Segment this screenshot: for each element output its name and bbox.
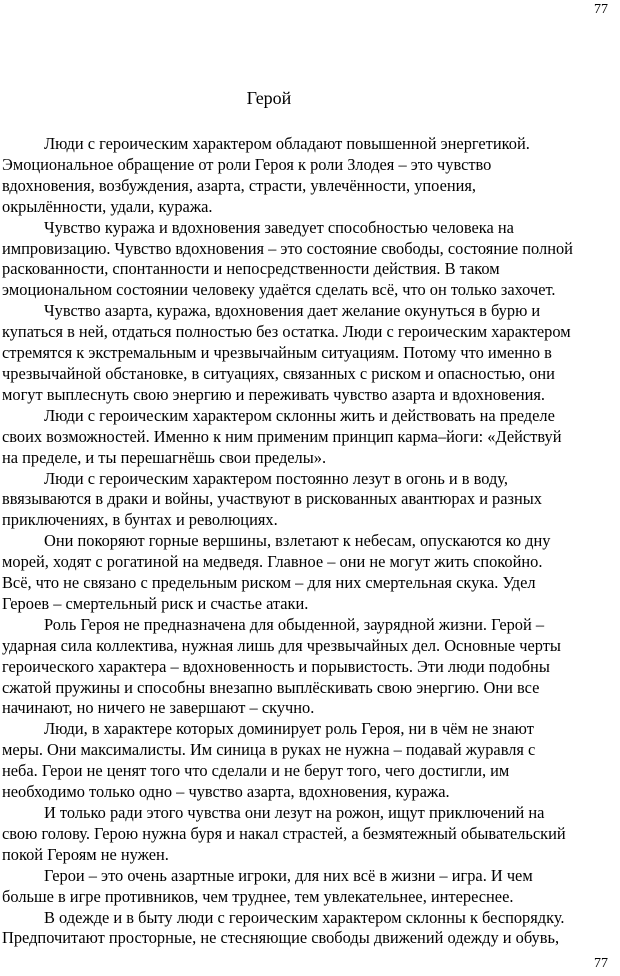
page-number-top: 77: [594, 2, 608, 17]
text-line: могут выплеснуть свою энергию и переживать чувство азарта и вдохновения.: [2, 384, 546, 404]
page-number-bottom: 77: [594, 956, 608, 971]
text-line: морей, ходят с рогатиной на медведя. Главное – они не могут жить спокойно.: [2, 552, 543, 572]
text-line: вдохновения, возбуждения, азарта, страсти, увлечённости, упоения,: [2, 175, 477, 195]
text-line: купаться в ней, отдаться полностью без остатка. Люди с героическим характером: [2, 322, 571, 342]
text-line: раскованности, спонтанности и непосредственности действия. В таком: [2, 259, 500, 279]
text-line: больше в игре противников, чем труднее, тем увлекательнее, интереснее.: [2, 886, 514, 906]
text-line: Эмоциональное обращение от роли Героя к роли Злодея – это чувство: [2, 154, 492, 174]
text-line: чрезвычайной обстановке, в ситуациях, связанных с риском и опасностью, они: [2, 363, 555, 383]
paragraph: [2, 218, 618, 302]
text-line: В одежде и в быту люди с героическим характером склонны к беспорядку.: [44, 907, 565, 927]
text-line: Люди с героическим характером постоянно лезут в огонь и в воду,: [44, 468, 508, 488]
paragraph: [2, 531, 618, 615]
text-line: стремятся к экстремальным и чрезвычайным ситуациям. Потому что именно в: [2, 343, 552, 363]
text-line: Они покоряют горные вершины, взлетают к небесам, опускаются ко дну: [44, 531, 551, 551]
text-line: на пределе, и ты перешагнёшь свои пределы».: [2, 447, 327, 467]
text-line: Люди с героическим характером обладают повышенной энергетикой.: [44, 134, 530, 153]
document-body: [2, 134, 618, 949]
text-line: покой Героям не нужен.: [2, 844, 169, 864]
text-line: Чувство азарта, куража, вдохновения дает желание окунуться в бурю и: [44, 301, 541, 321]
text-line: ударная сила коллектива, нужная лишь для чрезвычайных дел. Основные черты: [2, 635, 561, 655]
paragraph: [2, 866, 618, 908]
text-line: Всё, что не связано с предельным риском – для них смертельная скука. Удел: [2, 573, 536, 593]
text-line: Герои – это очень азартные игроки, для них всё в жизни – игра. И чем: [44, 865, 533, 885]
page-title: Герой: [246, 88, 292, 108]
text-line: Роль Героя не предназначена для обыденной, заурядной жизни. Герой –: [44, 614, 545, 634]
text-line: свою голову. Герою нужна буря и накал страстей, а безмятежный обывательский: [2, 823, 566, 843]
paragraph: [2, 719, 618, 803]
text-line: Люди с героическим характером склонны жить и действовать на пределе: [44, 405, 555, 425]
text-line: Люди, в характере которых доминирует роль Героя, ни в чём не знают: [44, 719, 534, 739]
paragraph: [2, 908, 618, 950]
text-line: Предпочитают просторные, не стесняющие свободы движений одежду и обувь,: [2, 928, 560, 948]
paragraph: [2, 406, 618, 469]
paragraph: [2, 615, 618, 720]
text-line: начинают, но ничего не завершают – скучно.: [2, 698, 315, 718]
text-line: Чувство куража и вдохновения заведует способностью человека на: [44, 217, 514, 237]
text-line: приключениях, в бунтах и революциях.: [2, 510, 278, 530]
text-line: Героев – смертельный риск и счастье атаки.: [2, 593, 309, 613]
text-line: меры. Они максималисты. Им синица в руках не нужна – подавай журавля с: [2, 740, 536, 760]
paragraph: [2, 803, 618, 866]
text-line: эмоциональном состоянии человеку удаётся сделать всё, что он только захочет.: [2, 280, 556, 300]
text-line: И только ради этого чувства они лезут на рожон, ищут приключений на: [44, 803, 545, 822]
paragraph: [2, 134, 618, 218]
paragraph: [2, 301, 618, 406]
text-line: окрылённости, удали, куража.: [2, 196, 213, 216]
paragraph: [2, 469, 618, 532]
text-line: импровизацию. Чувство вдохновения – это состояние свободы, состояние полной: [2, 238, 573, 258]
text-line: своих возможностей. Именно к ним применим принцип карма–йоги: «Действуй: [2, 426, 562, 446]
text-line: ввязываются в драки и войны, участвуют в рискованных авантюрах и разных: [2, 489, 542, 509]
text-line: необходимо только одно – чувство азарта, вдохновения, куража.: [2, 782, 450, 802]
text-line: неба. Герои не ценят того что сделали и не берут того, чего достигли, им: [2, 761, 510, 781]
text-line: героического характера – вдохновенность и порывистость. Эти люди подобны: [2, 656, 550, 676]
text-line: сжатой пружины и способны внезапно выплёскивать свою энергию. Они все: [2, 677, 540, 697]
